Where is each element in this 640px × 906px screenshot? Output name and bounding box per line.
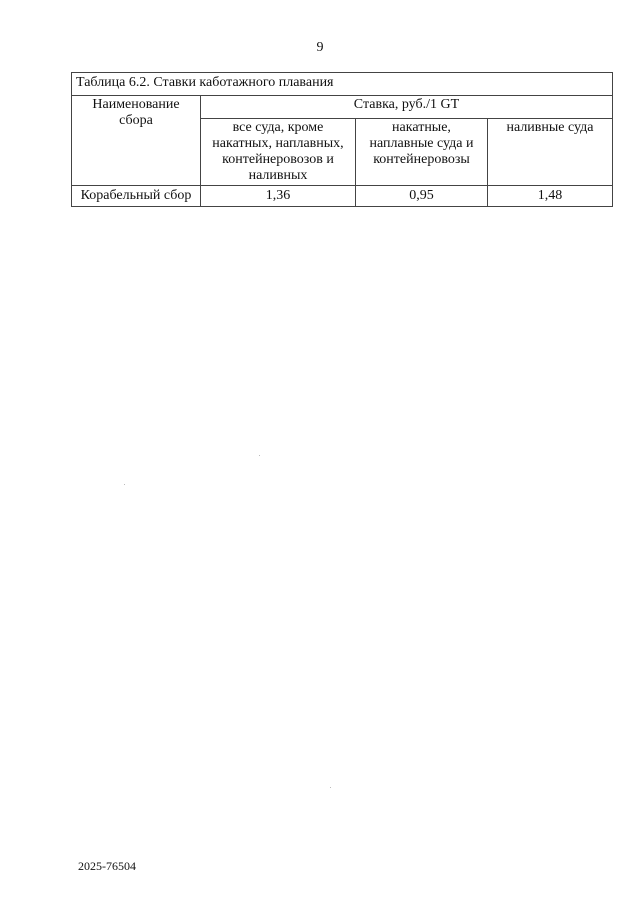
header-roro-container: накатные, наплавные суда и контейнеровозы xyxy=(356,119,488,186)
header-fee-name: Наименование сбора xyxy=(72,96,201,186)
header-tankers: наливные суда xyxy=(488,119,613,186)
table-row xyxy=(72,186,613,207)
table-caption: Таблица 6.2. Ставки каботажного плавания xyxy=(72,73,613,96)
header-all-vessels: все суда, кроме накатных, наплавных, контейнеровозов и наливных xyxy=(201,119,356,186)
page-number: 9 xyxy=(316,40,324,55)
header-rate-group: Ставка, руб./1 GT xyxy=(201,96,613,119)
scan-speck xyxy=(259,455,260,456)
rate-tankers: 1,48 xyxy=(488,186,613,207)
scan-speck xyxy=(124,484,125,485)
document-number: 2025-76504 xyxy=(78,859,136,873)
rate-all-vessels: 1,36 xyxy=(201,186,356,207)
rate-roro-container: 0,95 xyxy=(356,186,488,207)
row-label: Корабельный сбор xyxy=(72,186,201,207)
rates-table xyxy=(71,72,613,207)
scan-speck xyxy=(330,787,331,788)
table-caption-row xyxy=(72,73,613,96)
table-header-row xyxy=(72,96,613,119)
